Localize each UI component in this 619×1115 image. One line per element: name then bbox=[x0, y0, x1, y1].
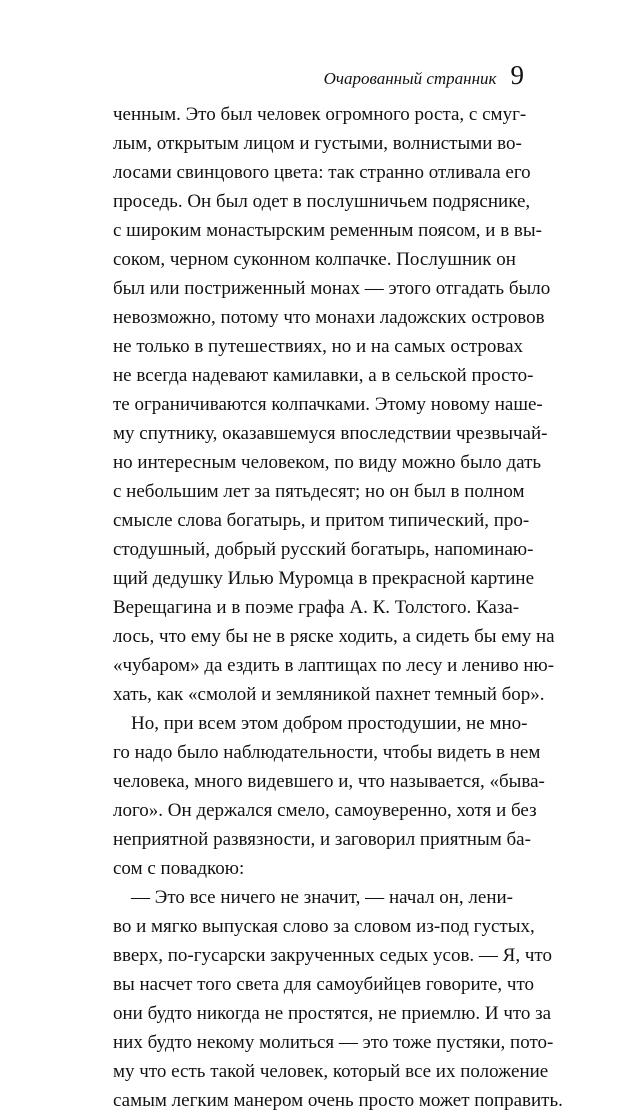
text-line: вы насчет того света для самоубийцев говорите, что bbox=[113, 974, 535, 995]
text-line: с небольшим лет за пятьдесят; но он был в полном bbox=[113, 481, 525, 502]
text-line: лого». Он держался смело, самоуверенно, хотя и без bbox=[113, 800, 537, 821]
running-title: Очарованный странник bbox=[323, 69, 497, 88]
text-line: лым, открытым лицом и густыми, волнистыми во- bbox=[113, 133, 522, 154]
text-line: стодушный, добрый русский богатырь, напоминаю- bbox=[113, 539, 534, 560]
text-line: лось, что ему бы не в ряске ходить, а сидеть бы ему на bbox=[113, 626, 555, 647]
body-text bbox=[113, 100, 563, 1115]
text-line: смысле слова богатырь, и притом типический, про- bbox=[113, 510, 530, 531]
text-line: щий дедушку Илью Муромца в прекрасной картине bbox=[113, 568, 535, 589]
text-line: не всегда надевают камилавки, а в сельской просто- bbox=[113, 365, 534, 386]
text-line: во и мягко выпуская слово за словом из-под густых, bbox=[113, 916, 535, 937]
paragraph bbox=[113, 883, 563, 1115]
text-line: человека, много видевшего и, что называется, «быва- bbox=[113, 771, 545, 792]
text-line: соком, черном суконном колпачке. Послушник он bbox=[113, 249, 516, 270]
text-line: лосами свинцового цвета: так странно отливала его bbox=[113, 162, 531, 183]
text-line: му спутнику, оказавшемуся впоследствии чрезвычай- bbox=[113, 423, 548, 444]
text-line: Но, при всем этом добром простодушии, не мно- bbox=[131, 713, 528, 734]
paragraph bbox=[113, 100, 555, 709]
text-line: не только в путешествиях, но и на самых островах bbox=[113, 336, 524, 357]
text-line: неприятной развязности, и заговорил приятным ба- bbox=[113, 829, 531, 850]
text-line: Верещагина и в поэме графа А. К. Толстого. Каза- bbox=[113, 597, 520, 618]
text-line: те ограничиваются колпачками. Этому новому наше- bbox=[113, 394, 543, 415]
text-line: них будто некому молиться — это тоже пустяки, пото- bbox=[113, 1032, 554, 1053]
text-line: — Это все ничего не значит, — начал он, лени- bbox=[131, 887, 513, 908]
page-number: 9 bbox=[510, 60, 524, 90]
paragraph bbox=[113, 709, 545, 883]
text-line: они будто никогда не простятся, не приемлю. И что за bbox=[113, 1003, 552, 1024]
text-line: был или постриженный монах — этого отгадать было bbox=[113, 278, 551, 299]
text-line: проседь. Он был одет в послушничьем подряснике, bbox=[113, 191, 531, 212]
text-line: му что есть такой человек, который все их положение bbox=[113, 1061, 549, 1082]
text-line: ченным. Это был человек огромного роста, с смуг- bbox=[113, 104, 527, 125]
text-line: с широким монастырским ременным поясом, и в вы- bbox=[113, 220, 542, 241]
text-line: вверх, по-гусарски закрученных седых усов. — Я, что bbox=[113, 945, 552, 966]
text-line: невозможно, потому что монахи ладожских островов bbox=[113, 307, 545, 328]
text-line: но интересным человеком, по виду можно было дать bbox=[113, 452, 542, 473]
text-line: хать, как «смолой и земляникой пахнет темный бор». bbox=[113, 684, 545, 705]
text-line: сом с повадкою: bbox=[113, 858, 245, 879]
text-line: го надо было наблюдательности, чтобы видеть в нем bbox=[113, 742, 541, 763]
running-head bbox=[324, 60, 524, 91]
text-line: самым легким манером очень просто может поправить. bbox=[113, 1090, 563, 1111]
text-line: «чубаром» да ездить в лаптищах по лесу и лениво ню- bbox=[113, 655, 555, 676]
